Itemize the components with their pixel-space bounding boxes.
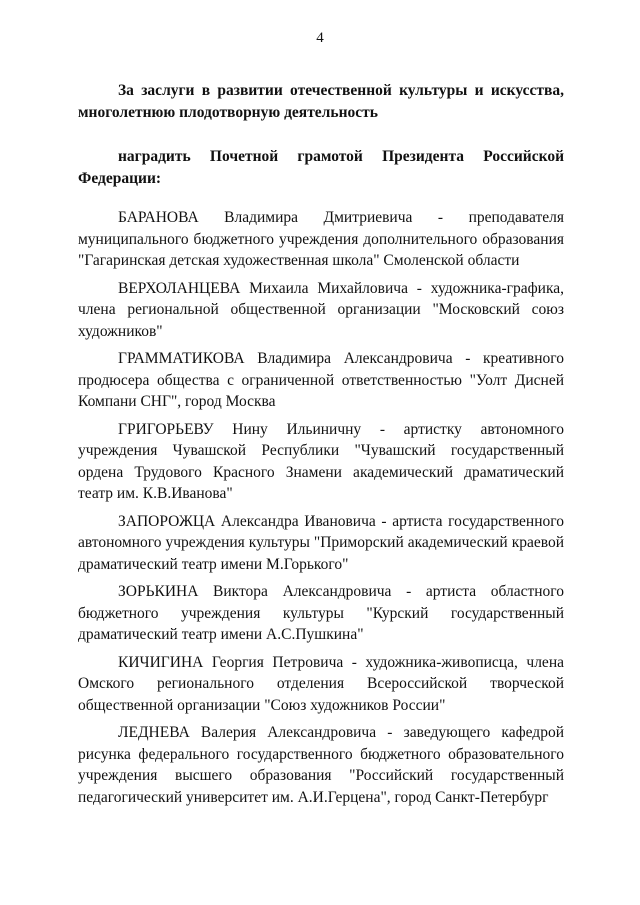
- awardee-entry: КИЧИГИНА Георгия Петровича - художника-живописца, члена Омского регионального отделения Всероссийской творческой общественной организации "Союз художников России": [78, 653, 564, 714]
- awardee-list: [78, 207, 564, 814]
- awardee-entry: ВЕРХОЛАНЦЕВА Михаила Михайловича - художника-графика, члена региональной общественной организации "Московский союз художников": [78, 279, 564, 340]
- awardee-entry: ЗАПОРОЖЦА Александра Ивановича - артиста государственного автономного учреждения культуры "Приморский академический краевой драматический театр имени М.Горького": [78, 512, 564, 573]
- award-heading: наградить Почетной грамотой Президента Российской Федерации:: [78, 148, 564, 187]
- awardee-entry: ГРАММАТИКОВА Владимира Александровича - креативного продюсера общества с ограниченной ответственностью "Уолт Дисней Компани СНГ", город Москва: [78, 350, 564, 410]
- page-number: 4: [316, 30, 324, 46]
- merit-heading: За заслуги в развитии отечественной культуры и искусства, многолетнюю плодотворную деятельность: [78, 82, 564, 121]
- awardee-entry: ЗОРЬКИНА Виктора Александровича - артиста областного бюджетного учреждения культуры "Курский государственный драматический театр имени А.С.Пушкина": [78, 583, 564, 643]
- awardee-entry: БАРАНОВА Владимира Дмитриевича - преподавателя муниципального бюджетного учреждения дополнительного образования "Гагаринская детская художественная школа" Смоленской области: [78, 209, 564, 269]
- awardee-entry: ГРИГОРЬЕВУ Нину Ильиничну - артистку автономного учреждения Чувашской Республики "Чувашский государственный ордена Трудового Красного Знамени академический драматический театр им. К.В.Иванова": [78, 420, 564, 502]
- awardee-entry: ЛЕДНЕВА Валерия Александровича - заведующего кафедрой рисунка федерального государственного бюджетного образовательного учреждения высшего образования "Российский государственный педагогический университет им. А.И.Герцена", город Санкт-Петербург: [78, 724, 564, 806]
